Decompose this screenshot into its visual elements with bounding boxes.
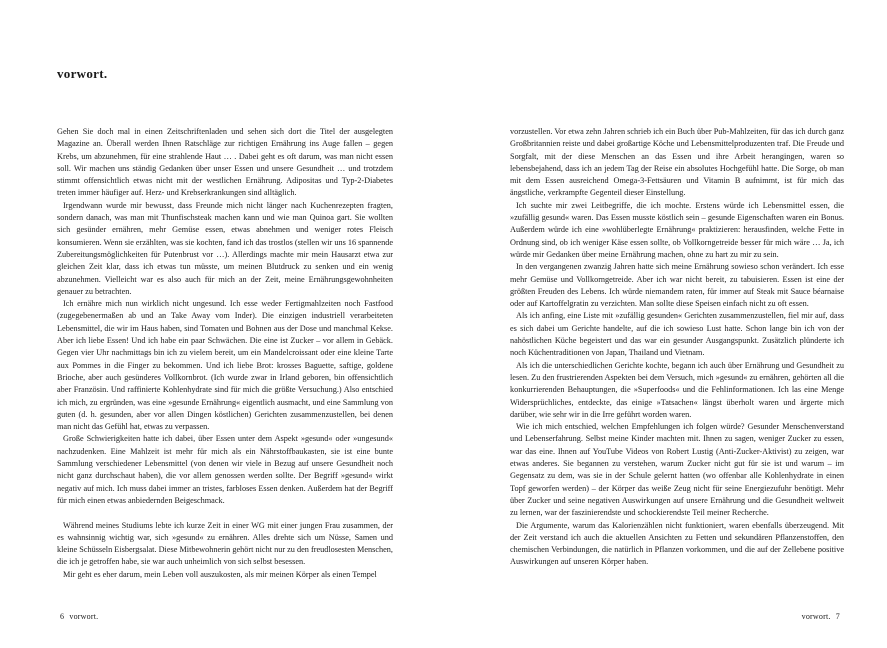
page-number: 6 bbox=[60, 612, 65, 621]
left-text-column bbox=[57, 126, 393, 581]
paragraph: Als ich die unterschiedlichen Gerichte kochte, begann ich auch über Ernährung und Gesundheit zu lesen. Zu den frustrierenden Aspekten bei dem Versuch, mich »gesund« zu ernähren, gehörten all die konkurrierenden Behauptungen, die »Superfoods« und die Fehlinformationen. Ich las eine Menge Widersprüchliches, entdeckte, das einige »Tatsachen« längst überholt waren und ärgerte mich darüber, wie sehr wir in die Irre geführt worden waren. bbox=[510, 360, 844, 419]
right-text-column bbox=[510, 126, 844, 569]
paragraph: Als ich anfing, eine Liste mit »zufällig gesunden« Gerichten zusammenzustellen, fiel mir auf, dass es sich dabei um Gerichte handelte, auf die ich sowieso Lust hatte. Schon lange bin ich von der nahöstlichen Küche begeistert und das war ein gesunder Ausgangspunkt. Zusätzlich plünderte ich noch Küchentraditionen von Japan, Thailand und Vietnam. bbox=[510, 311, 844, 358]
paragraph: In den vergangenen zwanzig Jahren hatte sich meine Ernährung sowieso schon verändert. Ich esse mehr Gemüse und Vollkorngetreide. Aber ich war nicht bereit, zu tabuisieren. Essen ist eine der größten Freuden des Lebens. Ich würde niemandem raten, für immer auf Steak mit Sauce béarnaise oder auf Kartoffelgratin zu verzichten. Man sollte diese Speisen einfach nicht zu oft essen. bbox=[510, 262, 844, 309]
running-footer-label: vorwort. bbox=[801, 612, 831, 621]
paragraph: Ich suchte mir zwei Leitbegriffe, die ich mochte. Erstens würde ich Lebensmittel essen, die »zufällig gesund« waren. Das Essen musste köstlich sein – gesunde Eigenschaften waren ein Bonus. Außerdem würde ich eine »wohlüberlegte Ernährung« praktizieren: herausfinden, welche Fette in Ordnung sind, ob ich weniger Käse essen sollte, ob Vollkorngetreide besser für mich wäre … Ja, ich würde mir Gedanken über meine Ernährung machen, ohne zu hart zu mir zu sein. bbox=[510, 200, 844, 259]
paragraph: Wie ich mich entschied, welchen Empfehlungen ich folgen würde? Gesunder Menschenverstand und Lebenserfahrung. Selbst meine Kinder machten mit. Ihnen zu sagen, weniger Zucker zu essen, war das eine. Ihnen auf YouTube Videos von Robert Lustig (Anti-Zucker-Aktivist) zu zeigen, war etwas anderes. Sie begannen zu verstehen, warum Zucker nicht gut für sie ist und warum – im Gegensatz zu dem, was sie in der Schule gelernt hatten (wo offenbar alle Kohlenhydrate in einen Topf geworfen werden) – der Körper das weiße Zeug nicht für seine Energiezufuhr benötigt. Mehr über Zucker und seine negativen Auswirkungen auf unsere Ernährung und die Gesundheit weltweit zu lernen, war der faszinierendste und schockierendste Teil meiner Recherche. bbox=[510, 422, 844, 518]
paragraph: Ich ernähre mich nun wirklich nicht ungesund. Ich esse weder Fertigmahlzeiten noch Fastfood (zugegebenermaßen ab und an Take Away vom Inder). Die einzigen industriell verarbeiteten Lebensmittel, die wir im Haus haben, sind Tomaten und Bohnen aus der Dose und manchmal Kekse. Aber ich liebe Essen! Und ich habe ein paar Schwächen. Die eine ist Zucker – vor allem in Gebäck. Gegen vier Uhr nachmittags bin ich zu vielem bereit, um ein Mandelcroissant oder eine kleine Tarte aux Pommes in die Finger zu bekommen. Und ich liebe Brot: krosses Baguette, saftige, goldene Brioche, aber auch gesünderes Vollkornbrot. (Ich wurde zwar in Irland geboren, bin offensichtlich aber Französin. Und raffinierte Kohlenhydrate sind für mich die größte Versuchung.) Also entschied ich mich, zu ergründen, was eine »gesunde Ernährung« eigentlich ausmacht, und eine Sammlung von guten (d. h. gesunden, aber vor allen Dingen köstlichen) Gerichten zusammenzustellen, bei denen man nicht das Gefühl hat, etwas zu verpassen. bbox=[57, 299, 393, 432]
paragraph: vorzustellen. Vor etwa zehn Jahren schrieb ich ein Buch über Pub-Mahlzeiten, für das ich durch ganz Großbritannien reiste und dabei großartige Köche und Lebensmittelproduzenten traf. Die Freude und Sorgfalt, mit der diese Menschen an das Essen und ihre Arbeit herangingen, waren so lebensbejahend, dass ich an jedem Tag der Reise ein absolutes Hochgefühl hatte. Die Sorge, ob man mit dem Essen ausreichend Omega-3-Fettsäuren und Vitamin B aufnimmt, ist für mich das ängstliche, verkrampfte Gegenteil dieser Einstellung. bbox=[510, 127, 844, 198]
paragraph: Während meines Studiums lebte ich kurze Zeit in einer WG mit einer jungen Frau zusammen, der es wahnsinnig wichtig war, sich »gesund« zu ernähren. Alles drehte sich um Nüsse, Samen und kleine Schüsseln Eisbergsalat. Diese Mitbewohnerin gehört nicht nur zu den freudlosesten Menschen, die ich je getroffen habe, sie war auch unheimlich von sich selbst besessen. bbox=[57, 520, 393, 567]
running-footer-label: vorwort. bbox=[69, 612, 99, 621]
chapter-title: vorwort. bbox=[57, 66, 108, 81]
page-footer-left bbox=[57, 612, 98, 621]
paragraph: Gehen Sie doch mal in einen Zeitschriftenladen und sehen sich dort die Titel der ausgelegten Magazine an. Überall werden Ihnen Ratschläge zur richtigen Ernährung ins Auge fallen – gegen Krebs, um abzunehmen, für eine strahlende Haut … . Dabei geht es oft darum, was man nicht essen soll. Wir machen uns ständig Gedanken über unser Essen und unsere Gesundheit … und trotzdem stimmt offensichtlich etwas nicht mit der westlichen Ernährung. Adipositas und Typ-2-Diabetes treten immer häufiger auf. Herz- und Krebserkrankungen sind alltäglich. bbox=[57, 127, 393, 198]
left-page bbox=[0, 0, 443, 648]
paragraph: Die Argumente, warum das Kalorienzählen nicht funktioniert, waren ebenfalls überzeugend. Mit der Zeit verstand ich auch die aktuellen Ansichten zu Fetten und sekundären Pflanzenstoffen, den chemischen Verbindungen, die natürlich in Pflanzen vorkommen, und die auf der Zellebene positive Auswirkungen auf unseren Körper haben. bbox=[510, 520, 844, 567]
page-footer-right bbox=[802, 612, 843, 621]
paragraph: Große Schwierigkeiten hatte ich dabei, über Essen unter dem Aspekt »gesund« oder »ungesund« nachzudenken. Eine Mahlzeit ist mehr für mich als ein Nährstoffbaukasten, sie ist eine bunte Sammlung verschiedener Lebensmittel (von denen wir viele in Bezug auf unsere Gesundheit noch nicht ganz durchschaut haben), die vor allem genossen werden sollte. Der Begriff »gesund« wirkt negativ auf mich. Ich muss dabei immer an tristes, farbloses Essen denken. Außerdem hat der Begriff für mich einen etwas anbiedernden Beigeschmack. bbox=[57, 434, 393, 505]
page-number: 7 bbox=[835, 612, 840, 621]
paragraph: Mir geht es eher darum, mein Leben voll auszukosten, als mir meinen Körper als einen Tempel bbox=[63, 569, 377, 579]
paragraph: Irgendwann wurde mir bewusst, dass Freunde mich nicht länger nach Kuchenrezepten fragten, sondern danach, was man mit Thunfischsteak machen kann und wie man Quinoa gart. Sie wollten sich gesünder ernähren, mehr Gemüse essen, etwas abnehmen und weniger rotes Fleisch konsumieren. Wenn sie erzählten, was sie kochten, fand ich das trostlos (stellen wir uns 16 spannende Zubereitungsmöglichkeiten für Putenbrust vor …). Allerdings machte mir mein Hausarzt etwa zur gleichen Zeit klar, dass ich etwas tun müsste, um meinen Blutdruck zu senken und ein wenig abzunehmen. Vielleicht war es also auch für mich an der Zeit, meine Ernährungsgewohnheiten genauer zu betrachten. bbox=[57, 200, 393, 296]
right-page bbox=[444, 0, 887, 648]
